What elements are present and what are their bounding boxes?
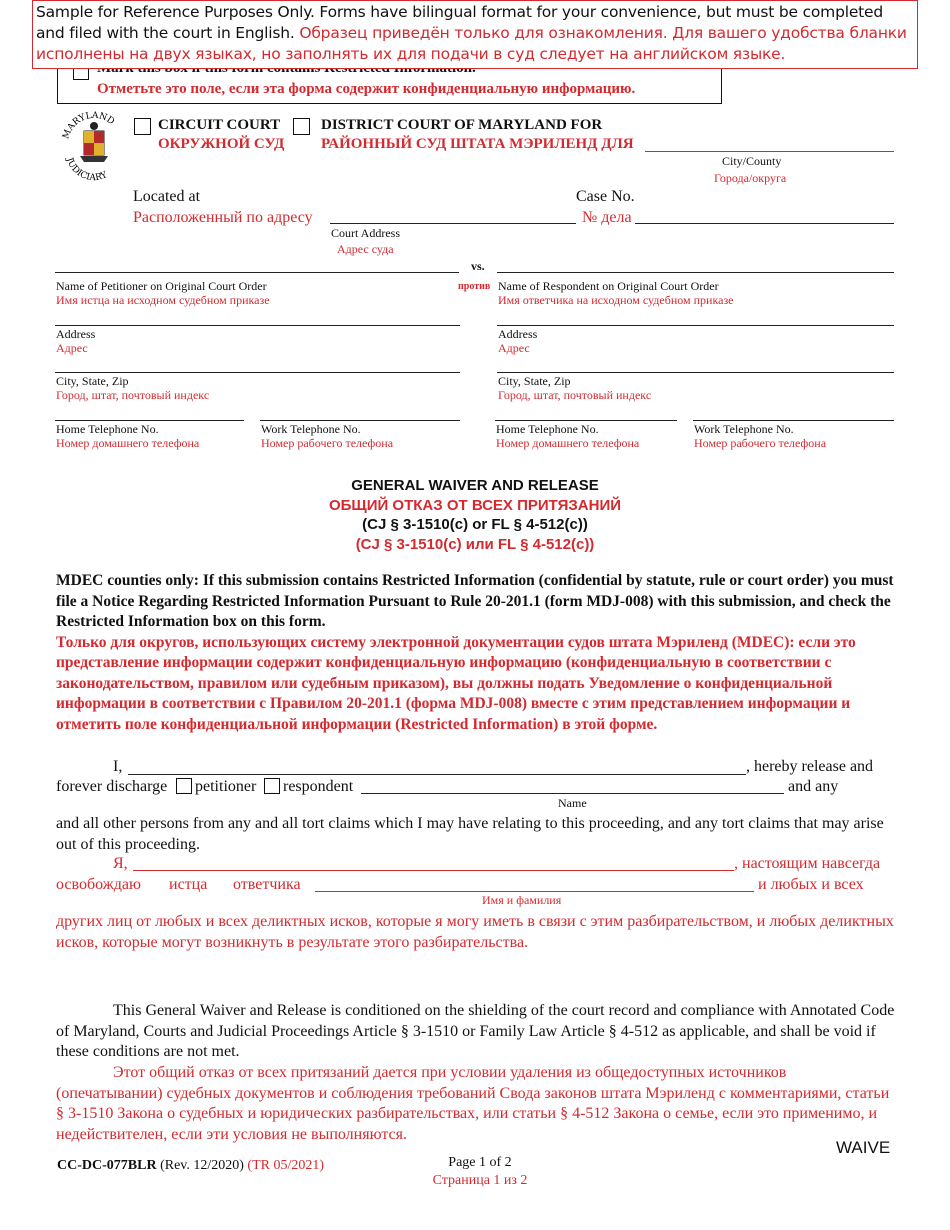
located-at-label-ru: Расположенный по адресу <box>133 209 313 226</box>
released-party-name-field[interactable] <box>361 793 784 794</box>
city-county-field[interactable] <box>645 151 894 152</box>
petitioner-name-label: Name of Petitioner on Original Court Order <box>56 279 267 293</box>
reference-notice-en: Sample for Reference Purposes Only. Forms have bilingual format for your convenience, but must be completed and filed with the court in English. <box>36 3 884 42</box>
released-party-name-label: Name <box>558 796 587 810</box>
respondent-name-label-ru: Имя ответчика на исходном судебном приказе <box>498 293 734 307</box>
mdec-notice-ru: Только для округов, использующих систему электронной документации судов штата Мэриленд (MDEC): если это представление информации содержит конфиденциальную информацию (конфиденциальную в соответствии с законодательством, правилом или судебным приказом), вы должны подать Уведомление о конфиденциальной информации в соответствии с Правилом 20-201.1 (форма MDJ-008) вместе с этим представлением информации и отметить поле конфиденциальной информации (Restricted Information) в этой форме. <box>56 633 856 733</box>
court-address-field[interactable] <box>330 223 576 224</box>
form-title-ru: ОБЩИЙ ОТКАЗ ОТ ВСЕХ ПРИТЯЗАНИЙ <box>328 496 622 514</box>
respondent-name-label: Name of Respondent on Original Court Order <box>498 279 719 293</box>
reference-notice-ru: Образец приведён только для ознакомления. Для вашего удобства бланки исполнены на двух языках, но заполнять их для подачи в суд следует на английском языке. <box>36 24 907 63</box>
release-petitioner-checkbox[interactable] <box>176 778 192 794</box>
petitioner-city-label-ru: Город, штат, почтовый индекс <box>56 388 210 402</box>
release-hereby-label: , hereby release and <box>746 758 874 775</box>
petitioner-work-phone-label-ru: Номер рабочего телефона <box>261 436 394 450</box>
release-respondent-label: respondent <box>283 778 354 795</box>
petitioner-work-phone-label: Work Telephone No. <box>261 422 361 436</box>
court-address-label-ru: Адрес суда <box>337 242 394 256</box>
respondent-home-phone-field[interactable] <box>495 420 677 421</box>
petitioner-home-phone-label-ru: Номер домашнего телефона <box>56 436 200 450</box>
condition-en <box>56 1001 896 1063</box>
release-petitioner-label: petitioner <box>195 778 257 795</box>
page-number: Page 1 of 2 <box>448 1155 512 1170</box>
court-address-label: Court Address <box>331 226 400 240</box>
respondent-work-phone-field[interactable] <box>693 420 894 421</box>
petitioner-address-label: Address <box>56 327 96 341</box>
maryland-judiciary-seal <box>58 106 128 184</box>
release-petitioner-label-ru: истца <box>169 876 208 893</box>
release-and-any-label-ru: и любых и всех <box>758 876 864 893</box>
respondent-home-phone-label-ru: Номер домашнего телефона <box>496 436 640 450</box>
petitioner-address-field[interactable] <box>55 325 460 326</box>
form-title <box>0 476 950 554</box>
city-county-label: City/County <box>722 154 782 168</box>
circuit-court-checkbox[interactable] <box>134 118 151 135</box>
releasor-name-field-ru[interactable] <box>133 870 734 871</box>
respondent-home-phone-label: Home Telephone No. <box>496 422 599 436</box>
form-revision: (Rev. 12/2020) <box>160 1158 244 1173</box>
restricted-info-label-ru: Отметьте это поле, если эта форма содержит конфиденциальную информацию. <box>97 81 636 97</box>
respondent-city-label: City, State, Zip <box>498 374 571 388</box>
petitioner-address-label-ru: Адрес <box>56 341 88 355</box>
petitioner-work-phone-field[interactable] <box>260 420 460 421</box>
released-party-name-label-ru: Имя и фамилия <box>482 893 562 907</box>
form-citation-en: (CJ § 3-1510(c) or FL § 4-512(c)) <box>362 516 588 533</box>
vs-label: vs. <box>471 259 485 273</box>
petitioner-name-label-ru: Имя истца на исходном судебном приказе <box>56 293 270 307</box>
respondent-address-field[interactable] <box>497 325 894 326</box>
page-number-ru: Страница 1 из 2 <box>432 1173 528 1188</box>
petitioner-home-phone-field[interactable] <box>55 420 244 421</box>
release-respondent-checkbox[interactable] <box>264 778 280 794</box>
respondent-name-field[interactable] <box>497 272 894 273</box>
district-court-checkbox[interactable] <box>293 118 310 135</box>
respondent-city-field[interactable] <box>497 372 894 373</box>
released-party-name-field-ru[interactable] <box>315 891 754 892</box>
circuit-court-label-ru: ОКРУЖНОЙ СУД <box>158 136 285 152</box>
located-at-label: Located at <box>133 188 201 205</box>
petitioner-name-field[interactable] <box>55 272 459 273</box>
form-title-en: GENERAL WAIVER AND RELEASE <box>351 477 599 494</box>
district-court-label: DISTRICT COURT OF MARYLAND FOR <box>321 117 603 133</box>
release-i-label: I, <box>113 758 123 775</box>
form-translation-revision: (TR 05/2021) <box>247 1158 325 1173</box>
release-i-label-ru: Я, <box>113 855 128 872</box>
condition-en-text: This General Waiver and Release is conditioned on the shielding of the court record and compliance with Annotated Code of Maryland, Courts and Judicial Proceedings Article § 3-1510 or Family Law Article § 4-512 as applicable, and shall be void if these conditions are not met. <box>56 1002 895 1060</box>
district-court-label-ru: РАЙОННЫЙ СУД ШТАТА МЭРИЛЕНД ДЛЯ <box>321 136 634 152</box>
respondent-address-label: Address <box>498 327 538 341</box>
condition-ru-text: Этот общий отказ от всех притязаний дается при условии удаления из общедоступных источников (опечатывании) судебных документов и соблюдения требований Свода законов штата Мэриленд с комментариями, статьи § 3-1510 Закона о судебных и юридических разбирательствах, или статьи § 4-512 Закона о семье, если это применимо, и недействителен, если эти условия не выполняются. <box>56 1064 890 1143</box>
form-code: WAIVE <box>836 1138 891 1157</box>
form-citation-ru: (CJ § 3-1510(c) или FL § 4-512(c)) <box>355 535 595 553</box>
release-rest-ru: других лиц от любых и всех деликтных исков, которые я могу иметь в связи с этим разбирательством, и любых деликтных исков, которые могут возникнуть в результате этого разбирательства. <box>56 913 894 951</box>
mdec-notice-en: MDEC counties only: If this submission contains Restricted Information (confidential by statute, rule or court order) you must file a Notice Regarding Restricted Information Pursuant to Rule 20-201.1 (form MDJ-008) with this submission, and check the Restricted Information box on this form. <box>56 572 894 630</box>
releasor-name-field[interactable] <box>128 774 746 775</box>
release-respondent-label-ru: ответчика <box>233 876 301 893</box>
condition-ru <box>56 1063 896 1145</box>
seal-text-top: MARYLAND <box>61 110 116 141</box>
case-number-label-ru: № дела <box>582 209 632 226</box>
petitioner-city-label: City, State, Zip <box>56 374 129 388</box>
form-id: CC-DC-077BLR <box>57 1158 157 1173</box>
respondent-work-phone-label-ru: Номер рабочего телефона <box>694 436 827 450</box>
petitioner-city-field[interactable] <box>55 372 460 373</box>
case-number-label: Case No. <box>576 188 635 205</box>
release-and-any-label: and any <box>788 778 839 795</box>
case-number-field[interactable] <box>635 223 894 224</box>
respondent-address-label-ru: Адрес <box>498 341 530 355</box>
release-discharge-label: forever discharge <box>56 778 168 795</box>
release-hereby-label-ru: , настоящим навсегда <box>734 855 881 872</box>
release-discharge-label-ru: освобождаю <box>56 876 141 893</box>
petitioner-home-phone-label: Home Telephone No. <box>56 422 159 436</box>
respondent-city-label-ru: Город, штат, почтовый индекс <box>498 388 652 402</box>
respondent-work-phone-label: Work Telephone No. <box>694 422 794 436</box>
reference-notice-text <box>36 2 916 65</box>
seal-text-bottom: JUDICIARY <box>63 156 109 184</box>
mdec-notice <box>56 571 896 735</box>
vs-label-ru: против <box>458 281 491 292</box>
release-rest-en: and all other persons from any and all tort claims which I may have relating to this proceeding, and any tort claims that may arise out of this proceeding. <box>56 815 884 853</box>
city-county-label-ru: Города/округа <box>714 171 787 185</box>
circuit-court-label: CIRCUIT COURT <box>158 117 281 133</box>
